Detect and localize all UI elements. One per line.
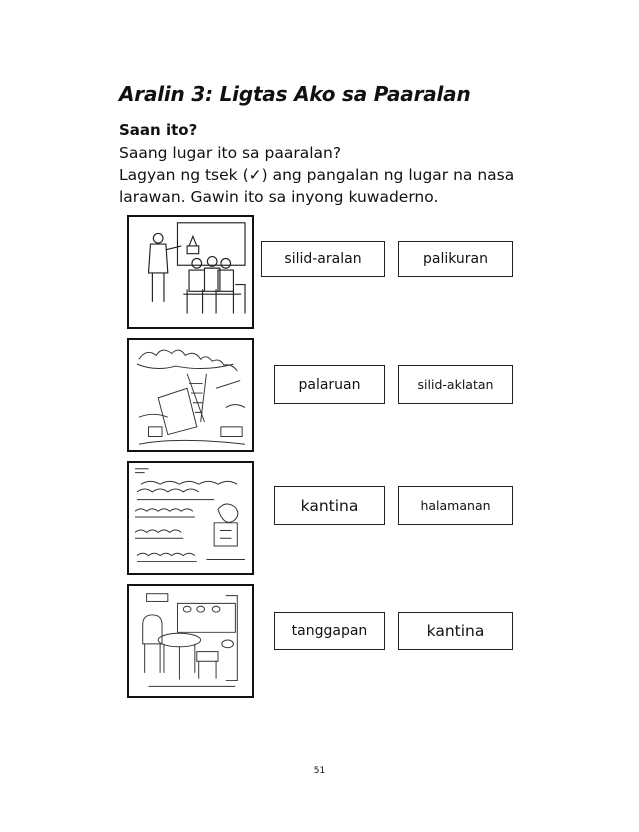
classroom-picture <box>127 215 254 329</box>
playground-picture <box>127 338 254 452</box>
option-silid-aklatan[interactable]: silid-aklatan <box>398 365 513 404</box>
garden-picture <box>127 461 254 575</box>
option-tanggapan[interactable]: tanggapan <box>274 612 385 650</box>
garden-drawing <box>129 463 252 573</box>
instructions <box>119 142 559 208</box>
canteen-drawing <box>129 586 252 696</box>
instruction-line: larawan. Gawin ito sa inyong kuwaderno. <box>119 188 439 206</box>
classroom-drawing <box>129 217 252 327</box>
option-palikuran[interactable]: palikuran <box>398 241 513 277</box>
option-kantina[interactable]: kantina <box>274 486 385 525</box>
option-silid-aralan[interactable]: silid-aralan <box>261 241 385 277</box>
canteen-picture <box>127 584 254 698</box>
option-kantina[interactable]: kantina <box>398 612 513 650</box>
section-subtitle: Saan ito? <box>119 121 198 139</box>
instruction-line: Lagyan ng tsek (✓) ang pangalan ng lugar na nasa <box>119 166 515 184</box>
instruction-line: Saang lugar ito sa paaralan? <box>119 144 342 162</box>
lesson-title: Aralin 3: Ligtas Ako sa Paaralan <box>119 82 471 106</box>
playground-drawing <box>129 340 252 450</box>
option-halamanan[interactable]: halamanan <box>398 486 513 525</box>
option-palaruan[interactable]: palaruan <box>274 365 385 404</box>
page-number: 51 <box>313 766 326 776</box>
